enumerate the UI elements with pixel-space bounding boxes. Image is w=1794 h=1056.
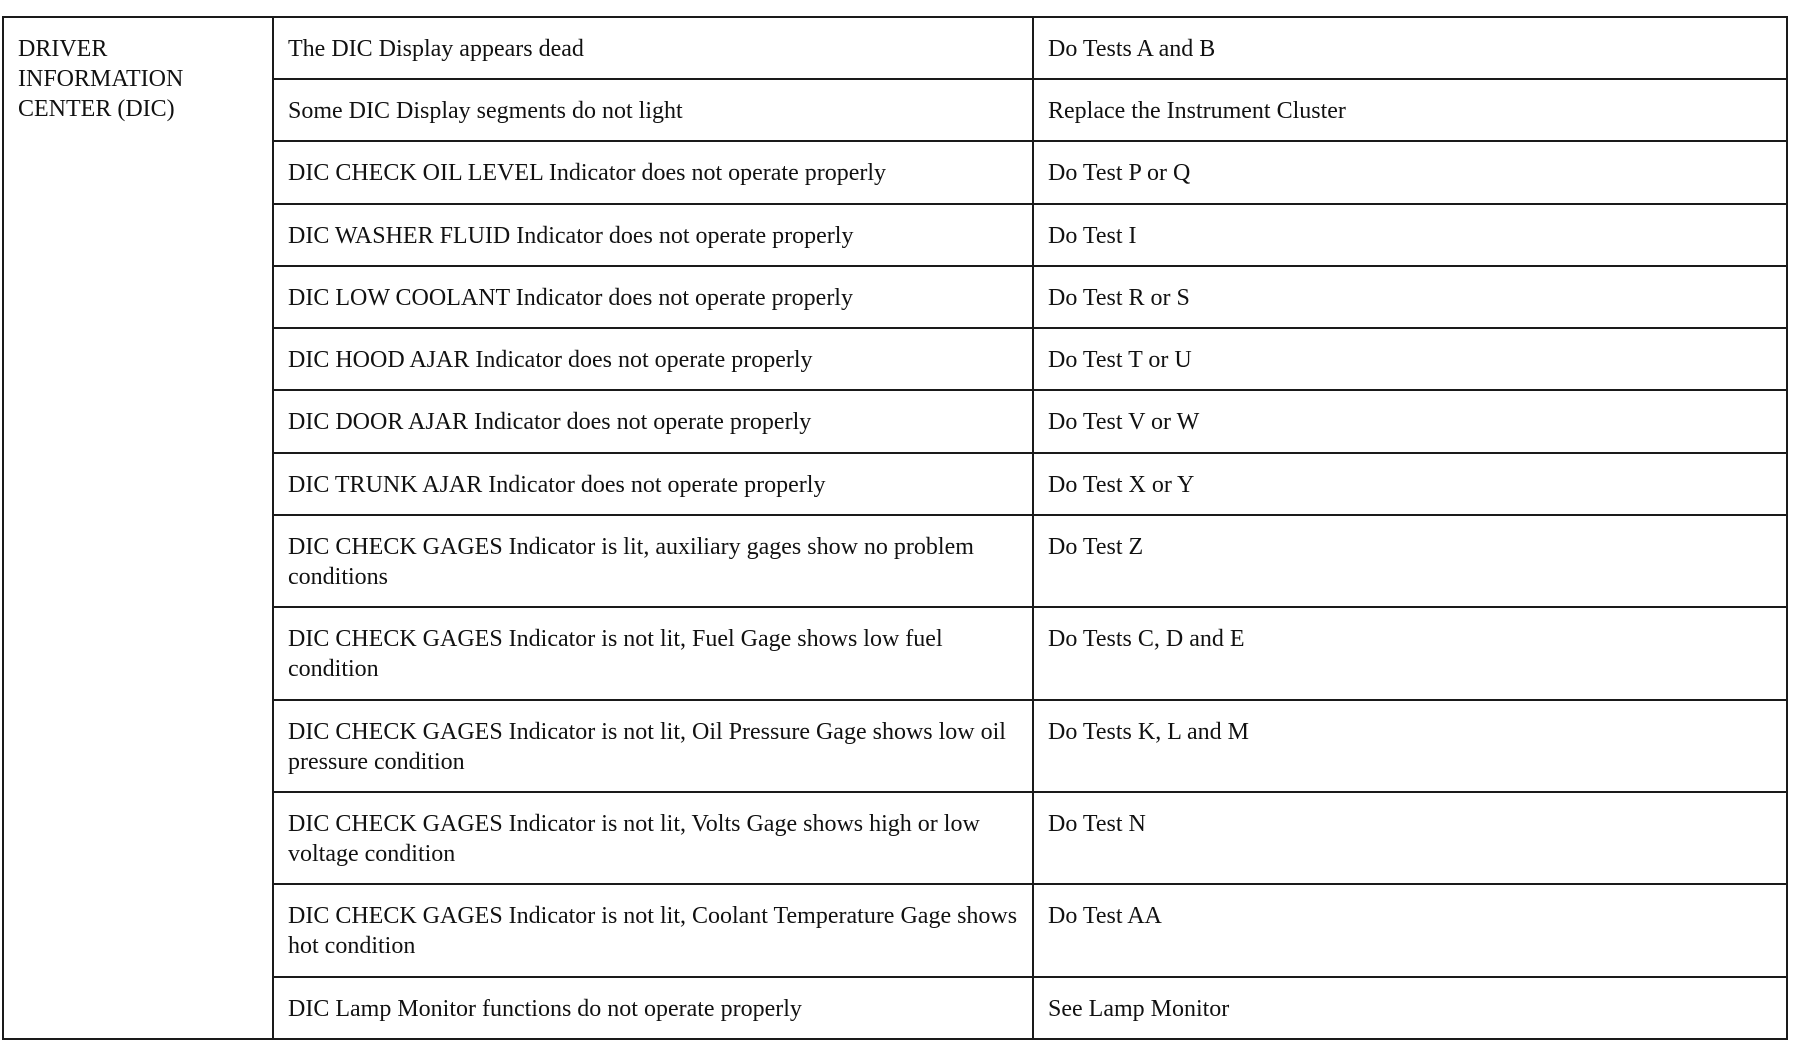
- action-cell: Replace the Instrument Cluster: [1033, 79, 1787, 141]
- action-cell: Do Tests K, L and M: [1033, 700, 1787, 792]
- action-cell: Do Test R or S: [1033, 266, 1787, 328]
- symptom-cell: DIC CHECK OIL LEVEL Indicator does not operate properly: [273, 141, 1033, 203]
- symptom-cell: DIC DOOR AJAR Indicator does not operate properly: [273, 390, 1033, 452]
- action-cell: Do Test T or U: [1033, 328, 1787, 390]
- symptom-cell: DIC CHECK GAGES Indicator is not lit, Oil Pressure Gage shows low oil pressure condition: [273, 700, 1033, 792]
- symptom-cell: DIC CHECK GAGES Indicator is not lit, Volts Gage shows high or low voltage condition: [273, 792, 1033, 884]
- symptom-cell: DIC LOW COOLANT Indicator does not operate properly: [273, 266, 1033, 328]
- system-line: DRIVER: [18, 36, 108, 62]
- symptom-cell: DIC HOOD AJAR Indicator does not operate properly: [273, 328, 1033, 390]
- action-cell: See Lamp Monitor: [1033, 977, 1787, 1039]
- system-cell: [3, 17, 273, 1039]
- action-cell: Do Test Z: [1033, 515, 1787, 607]
- symptom-cell: The DIC Display appears dead: [273, 17, 1033, 79]
- action-cell: Do Test V or W: [1033, 390, 1787, 452]
- system-line: INFORMATION: [18, 66, 184, 92]
- action-cell: Do Test X or Y: [1033, 453, 1787, 515]
- symptom-cell: DIC CHECK GAGES Indicator is lit, auxiliary gages show no problem conditions: [273, 515, 1033, 607]
- action-cell: Do Tests C, D and E: [1033, 607, 1787, 699]
- symptom-cell: DIC WASHER FLUID Indicator does not operate properly: [273, 204, 1033, 266]
- system-line: CENTER (DIC): [18, 96, 175, 122]
- table-row: [3, 17, 1787, 79]
- action-cell: Do Test I: [1033, 204, 1787, 266]
- action-cell: Do Tests A and B: [1033, 17, 1787, 79]
- document-page: [0, 16, 1794, 1056]
- dic-diagnosis-table: [2, 16, 1788, 1040]
- action-cell: Do Test AA: [1033, 884, 1787, 976]
- symptom-cell: DIC CHECK GAGES Indicator is not lit, Coolant Temperature Gage shows hot condition: [273, 884, 1033, 976]
- symptom-cell: DIC TRUNK AJAR Indicator does not operate properly: [273, 453, 1033, 515]
- action-cell: Do Test P or Q: [1033, 141, 1787, 203]
- action-cell: Do Test N: [1033, 792, 1787, 884]
- symptom-cell: DIC CHECK GAGES Indicator is not lit, Fuel Gage shows low fuel condition: [273, 607, 1033, 699]
- symptom-cell: DIC Lamp Monitor functions do not operate properly: [273, 977, 1033, 1039]
- symptom-cell: Some DIC Display segments do not light: [273, 79, 1033, 141]
